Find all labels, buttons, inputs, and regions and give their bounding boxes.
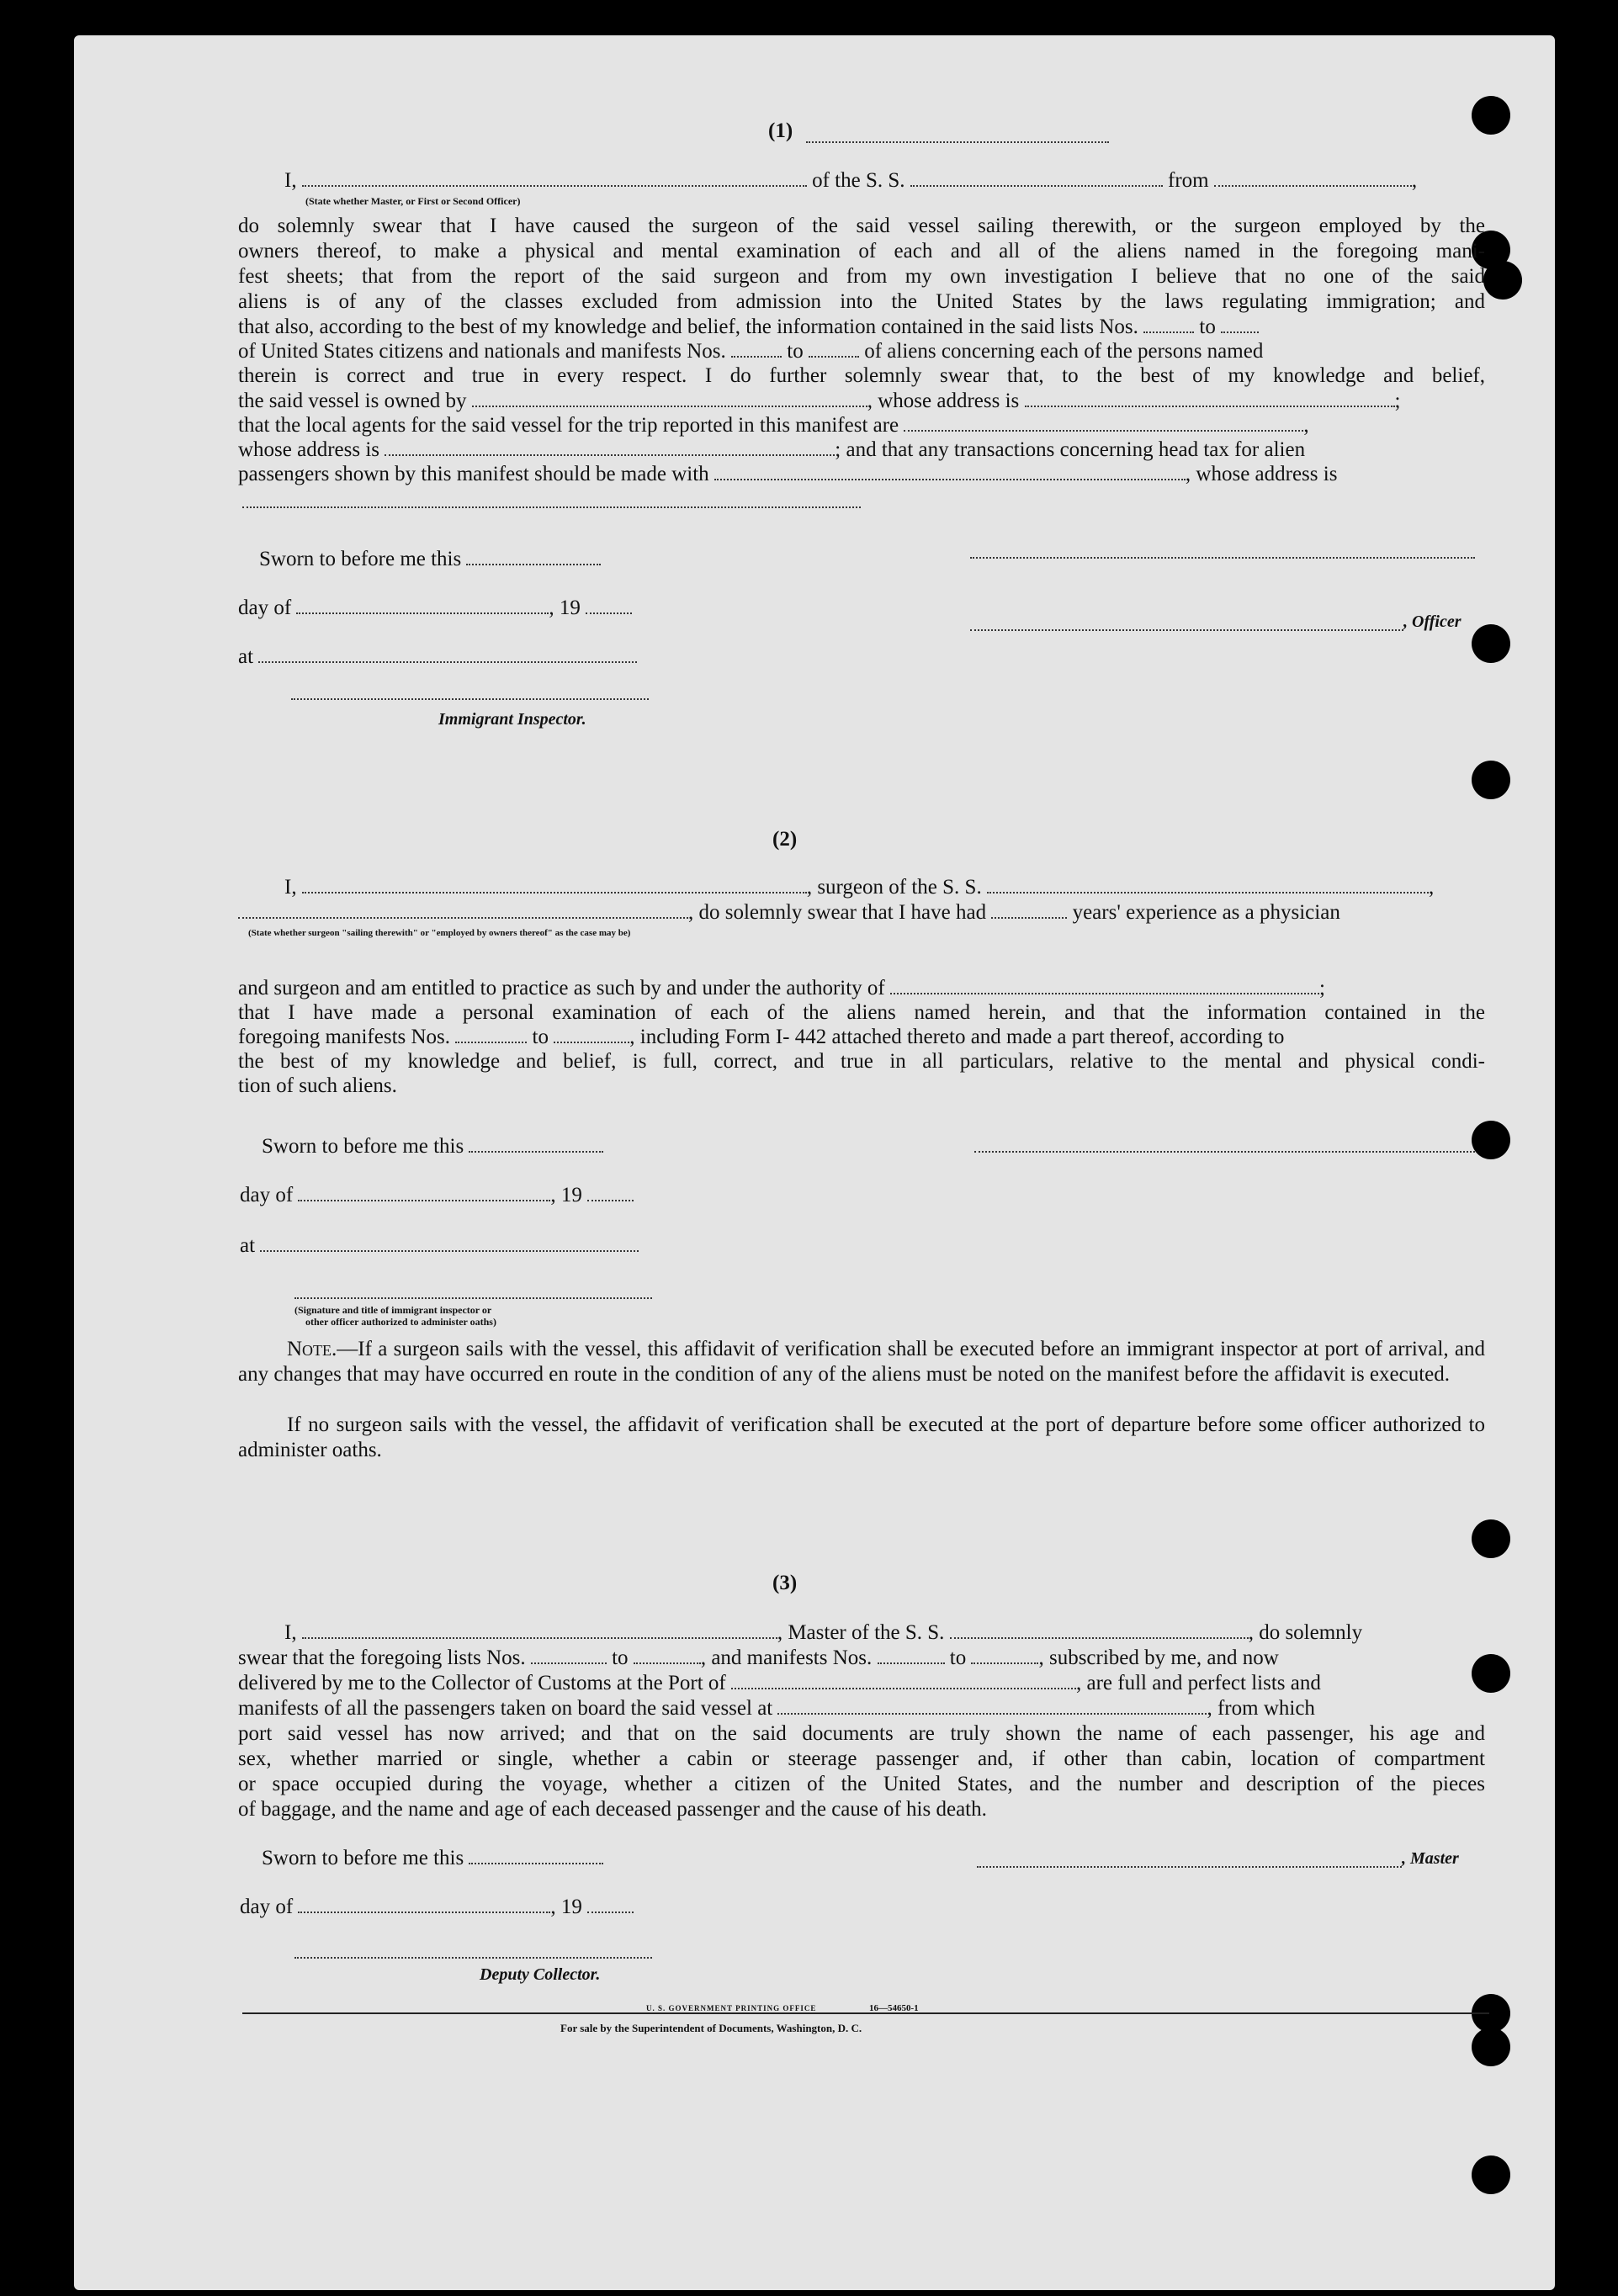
s2-body-4: the best of my knowledge and belief, is full, correct, and true in all particulars, relative to the mental and physical condi-: [238, 1050, 1485, 1073]
s1-body-2: owners thereof, to make a physical and mental examination of each and all of the aliens named in the foregoing mani-: [238, 240, 1485, 262]
s2-body-3: foregoing manifests Nos. to , including Form I- 442 attached thereto and made a part thereof, according to: [238, 1026, 1285, 1048]
manifests-from-field[interactable]: [731, 339, 782, 358]
section-1-line-1: I, of the S. S. from ,: [284, 169, 1418, 192]
s1-body-6: of United States citizens and nationals and manifests Nos. to of aliens concerning each of the persons named: [238, 340, 1264, 363]
local-agents-field[interactable]: [904, 413, 1303, 432]
punch-hole-8: [1472, 1654, 1510, 1693]
form-code: 16—54650-1: [869, 2003, 919, 2013]
s2-sworn: Sworn to before me this: [262, 1134, 603, 1159]
s3-sworn: Sworn to before me this: [262, 1846, 603, 1871]
section-3-line-1: I, , Master of the S. S. , do solemnly: [284, 1621, 1363, 1644]
s1-sworn: Sworn to before me this: [259, 547, 601, 572]
s2-surgeon-signature-line[interactable]: [974, 1151, 1475, 1153]
section-1-number: (1): [768, 119, 793, 142]
punch-hole-5: [1472, 761, 1510, 799]
s1-body-4: aliens is of any of the classes excluded from admission into the United States by the laws regulating immigration; and: [238, 290, 1485, 313]
punch-hole-6: [1472, 1121, 1510, 1159]
s1-year-field[interactable]: [586, 596, 632, 614]
punch-hole-4: [1472, 624, 1510, 663]
manifests-to-field[interactable]: [809, 339, 859, 358]
from-port-field[interactable]: [1214, 168, 1412, 187]
s3-body-3: manifests of all the passengers taken on board the said vessel at , from which: [238, 1697, 1315, 1720]
section-2-line-1: I, , surgeon of the S. S. ,: [284, 876, 1435, 899]
section-2-line-2: , do solemnly swear that I have had years' experience as a physician: [238, 900, 1340, 925]
section-2-number: (2): [772, 828, 798, 851]
officer-caption: (State whether Master, or First or Second Officer): [305, 195, 521, 207]
s2-sworn-day-field[interactable]: [469, 1134, 603, 1153]
punch-hole-3: [1483, 261, 1522, 300]
s1-body-5: that also, according to the best of my knowledge and belief, the information contained in the said lists Nos. to: [238, 315, 1259, 340]
surgeon-type-field[interactable]: [238, 900, 688, 919]
s3-body-1: swear that the foregoing lists Nos. to , and manifests Nos. to , subscribed by me, and now: [238, 1646, 1279, 1669]
s2-inspector-signature-line[interactable]: [294, 1297, 652, 1299]
s1-body-8: the said vessel is owned by , whose address is ;: [238, 390, 1401, 412]
punch-hole-10: [1472, 2028, 1510, 2066]
note-label: Note.: [287, 1338, 337, 1360]
immigrant-inspector-label: Immigrant Inspector.: [438, 710, 586, 729]
collector-port-field[interactable]: [731, 1671, 1076, 1689]
s3-body-2: delivered by me to the Collector of Customs at the Port of , are full and perfect lists and: [238, 1672, 1321, 1694]
s1-body-3: fest sheets; that from the report of the said surgeon and from my own investigation I believe that no one of the said: [238, 265, 1485, 288]
s1-month-field[interactable]: [296, 596, 549, 614]
sig-caption-2: other officer authorized to administer oaths): [305, 1316, 496, 1328]
s1-body-1: do solemnly swear that I have caused the surgeon of the said vessel sailing therewith, or the surgeon employed by the: [238, 215, 1485, 237]
sig-caption-1: (Signature and title of immigrant inspector or: [294, 1304, 492, 1316]
s2-at: at: [240, 1233, 639, 1259]
s1-body-9: that the local agents for the said vessel for the trip reported in this manifest are ,: [238, 414, 1309, 437]
owner-address-field[interactable]: [1025, 389, 1395, 407]
footer-rule: [242, 2012, 1489, 2014]
s2-body-1: and surgeon and am entitled to practice as such by and under the authority of ;: [238, 977, 1325, 1000]
deputy-collector-label: Deputy Collector.: [480, 1965, 601, 1984]
s3-manifests-to-field[interactable]: [971, 1646, 1038, 1664]
head-tax-party-field[interactable]: [714, 462, 1186, 480]
s2-month-field[interactable]: [298, 1183, 550, 1201]
punch-hole-1: [1472, 96, 1510, 135]
master-signature-line[interactable]: [977, 1866, 1402, 1868]
s3-manifests-from-field[interactable]: [878, 1646, 945, 1664]
s3-month-field[interactable]: [298, 1895, 550, 1913]
s3-day-of: day of , 19: [240, 1895, 634, 1920]
s3-body-7: of baggage, and the name and age of each deceased passenger and the cause of his death.: [238, 1798, 987, 1821]
lists-to-field[interactable]: [1221, 315, 1259, 333]
s1-body-7: therein is correct and true in every respect. I do further solemnly swear that, to the best of my knowledge and belief,: [238, 364, 1485, 387]
s2-manifests-from-field[interactable]: [455, 1025, 527, 1043]
authority-field[interactable]: [890, 976, 1319, 994]
s2-vessel-field[interactable]: [987, 875, 1429, 893]
s1-body-11: passengers shown by this manifest should be made with , whose address is: [238, 463, 1338, 485]
s1-body-10: whose address is ; and that any transactions concerning head tax for alien: [238, 438, 1306, 461]
deputy-signature-line[interactable]: [294, 1957, 652, 1959]
s1-officer-signature-line[interactable]: [970, 557, 1475, 559]
s3-lists-from-field[interactable]: [531, 1646, 607, 1664]
s1-place-field[interactable]: [258, 644, 637, 663]
boarding-port-field[interactable]: [777, 1696, 1207, 1715]
surgeon-note-2: If no surgeon sails with the vessel, the affidavit of verification shall be executed at the port of departure before some officer authorized to administer oaths.: [238, 1413, 1485, 1461]
s1-day-of: day of , 19: [238, 596, 632, 621]
agents-address-field[interactable]: [385, 437, 835, 456]
s2-year-field[interactable]: [587, 1183, 634, 1201]
officer-label: , Officer: [1403, 612, 1462, 631]
section-3-number: (3): [772, 1572, 798, 1594]
s2-day-of: day of , 19: [240, 1183, 634, 1208]
master-name-field[interactable]: [302, 1620, 777, 1639]
s3-lists-to-field[interactable]: [634, 1646, 701, 1664]
s1-officer-name-line[interactable]: [970, 629, 1403, 631]
s3-body-6: or space occupied during the voyage, whether a citizen of the United States, and the number and description of the pieces: [238, 1773, 1485, 1795]
s2-body-2: that I have made a personal examination of each of the aliens named herein, and that the information contained in the: [238, 1001, 1485, 1024]
s1-sworn-day-field[interactable]: [466, 547, 601, 565]
master-label: , Master: [1402, 1849, 1459, 1868]
s1-at: at: [238, 644, 637, 670]
years-experience-field[interactable]: [991, 900, 1067, 919]
s2-body-5: tion of such aliens.: [238, 1074, 397, 1097]
lists-from-field[interactable]: [1143, 315, 1194, 333]
s3-body-4: port said vessel has now arrived; and that on the said documents are truly shown the name of each passenger, his age and: [238, 1722, 1485, 1745]
sale-notice: For sale by the Superintendent of Documents, Washington, D. C.: [560, 2022, 862, 2034]
surgeon-note-1: Note.—If a surgeon sails with the vessel, this affidavit of verification shall be executed before an immigrant inspector at port of arrival, and any changes that may have occurred en route in the condition of any of the aliens must be noted on the manifest before the affidavit is executed.: [238, 1338, 1485, 1386]
s3-sworn-day-field[interactable]: [469, 1846, 603, 1864]
s3-year-field[interactable]: [587, 1895, 634, 1913]
punch-hole-11: [1472, 2155, 1510, 2194]
surgeon-caption: (State whether surgeon "sailing therewith" or "employed by owners thereof" as the case may be): [248, 928, 631, 938]
inspector-signature-line[interactable]: [291, 698, 649, 700]
punch-hole-7: [1472, 1519, 1510, 1558]
s3-vessel-field[interactable]: [950, 1620, 1249, 1639]
owner-field[interactable]: [472, 389, 867, 407]
vessel-name-field[interactable]: [910, 168, 1163, 187]
printing-office: U. S. GOVERNMENT PRINTING OFFICE: [646, 2004, 817, 2012]
officer-name-field[interactable]: [302, 168, 807, 187]
section-1-header-rule: [806, 141, 1109, 143]
s2-manifests-to-field[interactable]: [554, 1025, 629, 1043]
surgeon-name-field[interactable]: [302, 875, 807, 893]
s3-body-5: sex, whether married or single, whether a cabin or steerage passenger and, if other than cabin, location of compartment: [238, 1747, 1485, 1770]
form-page: [74, 35, 1555, 2290]
s2-place-field[interactable]: [260, 1233, 639, 1252]
head-tax-address-field[interactable]: [242, 506, 861, 508]
